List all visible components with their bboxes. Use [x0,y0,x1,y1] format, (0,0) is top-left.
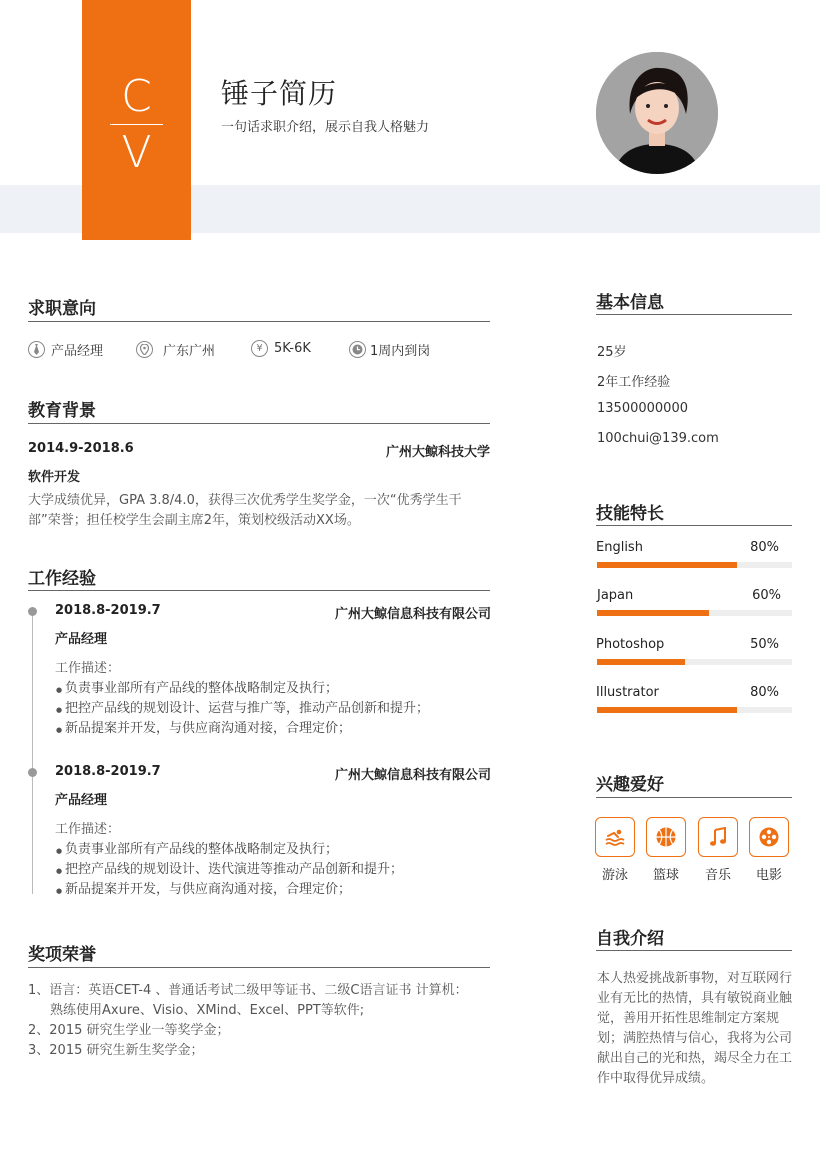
section-title-education: 教育背景 [28,401,96,421]
swim-icon [595,817,635,857]
skill-name: English [596,540,643,555]
work-role: 产品经理 [55,632,108,647]
work-period: 2018.8-2019.7 [55,764,161,779]
basic-experience: 2年工作经验 [597,375,671,390]
work-bullet: ● 负责事业部所有产品线的整体战略制定及执行； [65,840,338,860]
intent-city [136,340,215,359]
intent-position-label: 产品经理 [51,344,104,359]
work-company: 广州大鲸信息科技有限公司 [334,607,491,622]
skill-bar [597,707,792,713]
work-desc-label: 工作描述： [55,822,121,837]
timeline-dot [28,768,37,777]
hobby-label: 游泳 [601,868,628,883]
intent-salary-label: 5K-6K [274,341,311,356]
award-item: 2、2015 研究生学业一等奖学金； [28,1023,230,1038]
hobby-label: 篮球 [652,868,679,883]
skill-percent: 80% [750,685,779,700]
skill-bar-fill [597,707,737,713]
section-title-self: 自我介绍 [596,929,664,949]
film-reel-icon [749,817,789,857]
award-item: 3、2015 研究生新生奖学金； [28,1043,204,1058]
self-intro-text: 本人热爱挑战新事物，对互联网行业有无比的热情，具有敏锐商业触觉，善用开拓性思维制定方案规划；满腔热情与信心，我将为公司献出自己的光和热，竭尽全力在工作中取得优异成绩。 [597,971,793,1086]
cv-letter-c: C [121,71,152,122]
work-company: 广州大鲸信息科技有限公司 [334,768,491,783]
work-bullet: ● 负责事业部所有产品线的整体战略制定及执行； [65,679,338,699]
work-role: 产品经理 [55,793,108,808]
location-pin-icon [136,341,153,358]
clock-icon [349,341,366,358]
intent-position [28,340,103,359]
basic-email: 100chui@139.com [597,431,719,446]
skill-name: Photoshop [596,637,665,652]
skill-bar-fill [597,562,737,568]
section-divider [596,797,792,798]
skill-bar [597,562,792,568]
skill-name: Japan [597,588,634,603]
work-bullet: ● 新品提案并开发，与供应商沟通对接，合理定价； [65,719,351,739]
section-title-awards: 奖项荣誉 [28,945,96,965]
resume-slogan: 一句话求职介绍，展示自我人格魅力 [221,120,430,135]
hobby-music [697,817,739,883]
education-desc [28,491,498,531]
hobby-basketball [645,817,687,883]
skill-bar [597,610,792,616]
cv-divider [110,124,163,125]
section-title-intent: 求职意向 [28,299,96,319]
hobby-label: 音乐 [704,868,731,883]
section-divider [28,967,490,968]
timeline-dot [28,607,37,616]
section-title-skills: 技能特长 [596,504,664,524]
work-bullet: ● 新品提案并开发，与供应商沟通对接，合理定价； [65,880,351,900]
work-period: 2018.8-2019.7 [55,603,161,618]
section-divider [28,321,490,322]
section-divider [596,950,792,951]
music-note-icon [698,817,738,857]
work-timeline [32,612,33,894]
skill-bar-fill [597,659,685,665]
intent-arrival [349,340,430,359]
section-title-basic: 基本信息 [596,293,664,313]
resume-name: 锤子简历 [221,77,338,110]
education-desc-line1: 大学成绩优异，GPA 3.8/4.0，获得三次优秀学生奖学金，一次“优秀学生干 [28,493,462,508]
section-divider [28,590,490,591]
intent-arrival-label: 1周内到岗 [370,344,431,359]
work-bullet: ● 把控产品线的规划设计、运营与推广等，推动产品创新和提升； [65,699,429,719]
yen-icon: ¥ [251,340,268,357]
hobby-movie [748,817,790,883]
section-divider [596,525,792,526]
education-school: 广州大鲸科技大学 [385,445,490,460]
section-title-work: 工作经验 [28,569,96,589]
intent-city-label: 广东广州 [163,344,216,359]
award-item-cont: 熟练使用Axure、Visio、XMind、Excel、PPT等软件; [50,1003,365,1018]
work-desc-label: 工作描述： [55,661,121,676]
skill-bar-fill [597,610,709,616]
cv-letter-v: V [121,127,152,178]
cv-block [82,0,191,240]
basic-age: 25岁 [597,345,627,360]
skill-percent: 80% [750,540,779,555]
award-item: 1、语言：英语CET-4 、普通话考试二级甲等证书、二级C语言证书 计算机： [28,983,468,998]
education-period: 2014.9-2018.6 [28,441,134,456]
skill-name: Illustrator [596,685,659,700]
tie-icon [28,341,45,358]
skill-percent: 50% [750,637,779,652]
hobby-label: 电影 [755,868,782,883]
basic-phone: 13500000000 [597,401,688,416]
education-desc-line2: 部”荣誉；担任校学生会副主席2年，策划校级活动XX场。 [28,513,360,528]
skill-percent: 60% [752,588,781,603]
skill-bar [597,659,792,665]
avatar [596,52,718,174]
hobby-swim [594,817,636,883]
work-bullet: ● 把控产品线的规划设计、迭代演进等推动产品创新和提升； [65,860,403,880]
section-divider [28,423,490,424]
section-divider [596,314,792,315]
basketball-icon [646,817,686,857]
section-title-hobbies: 兴趣爱好 [596,775,664,795]
intent-salary [251,340,311,357]
education-major: 软件开发 [28,470,81,485]
